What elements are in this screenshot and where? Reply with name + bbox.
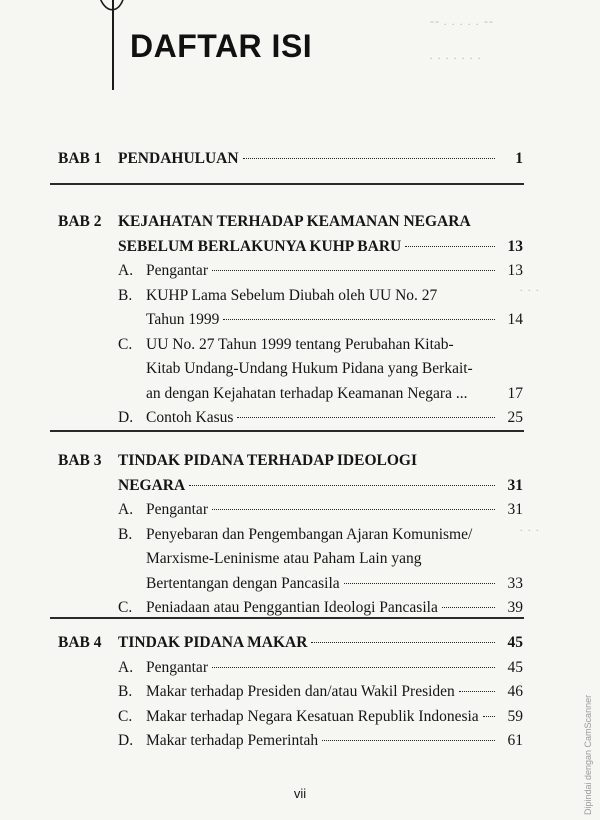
- toc-line: [0, 573, 600, 595]
- entry-title: KEJAHATAN TERHADAP KEAMANAN NEGARA: [118, 213, 471, 230]
- section-letter: C.: [118, 707, 133, 725]
- toc-entry-text: [118, 475, 498, 497]
- toc-entry-text: [146, 730, 498, 752]
- page-number: 59: [507, 707, 523, 725]
- dot-leader: [189, 485, 495, 486]
- dot-leader: [212, 667, 495, 668]
- entry-title: Penyebaran dan Pengembangan Ajaran Komunisme/: [146, 525, 473, 543]
- page-number: 13: [507, 237, 523, 255]
- chapter-separator: [50, 183, 524, 185]
- dot-leader: [237, 417, 495, 418]
- dot-leader: [212, 270, 495, 271]
- toc-line: [0, 260, 600, 282]
- toc-line: [0, 211, 600, 233]
- entry-title: Kitab Undang-Undang Hukum Pidana yang Berkait-: [146, 360, 473, 377]
- toc-entry-text: [146, 407, 498, 429]
- entry-title: Bertentangan dengan Pancasila: [146, 574, 340, 592]
- decorative-curl-icon: [98, 0, 126, 16]
- toc-line: [0, 730, 600, 752]
- toc-entry-text: [146, 597, 498, 619]
- entry-title: UU No. 27 Tahun 1999 tentang Perubahan Kitab-: [146, 335, 454, 353]
- dot-leader: [322, 740, 495, 741]
- page-number: 46: [507, 683, 523, 700]
- entry-title: Makar terhadap Presiden dan/atau Wakil Presiden: [146, 683, 455, 700]
- toc-entry-text: [146, 285, 523, 307]
- bleed-through-marks: . . .: [520, 280, 540, 294]
- page-number: 39: [507, 599, 523, 616]
- page-number: 45: [507, 634, 523, 651]
- toc-entry-text: [146, 383, 523, 405]
- toc-line: [0, 548, 600, 570]
- entry-title: PENDAHULUAN: [118, 150, 239, 167]
- page-number: 31: [507, 501, 523, 518]
- chapter-separator: [50, 430, 524, 432]
- entry-title: Peniadaan atau Penggantian Ideologi Pancasila: [146, 599, 438, 616]
- scanner-watermark: Dipindai dengan CamScanner: [583, 694, 593, 815]
- page-number: 25: [507, 409, 523, 426]
- section-letter: B.: [118, 683, 133, 700]
- dot-leader: [344, 583, 495, 584]
- entry-title: TINDAK PIDANA MAKAR: [118, 634, 308, 651]
- section-letter: D.: [118, 409, 134, 426]
- toc-entry-text: [146, 706, 498, 728]
- toc-line: [0, 334, 600, 356]
- page-number: 45: [507, 658, 523, 676]
- entry-title: an dengan Kejahatan terhadap Keamanan Negara ...: [146, 384, 468, 402]
- entry-title: Makar terhadap Negara Kesatuan Republik Indonesia: [146, 707, 479, 725]
- toc-line: [0, 383, 600, 405]
- toc-line: [0, 524, 600, 546]
- toc-entry-text: [118, 211, 523, 233]
- toc-entry-text: [118, 450, 523, 472]
- bleed-through-marks: . . . . . . .: [430, 48, 482, 62]
- toc-line: [0, 285, 600, 307]
- entry-title: Contoh Kasus: [146, 409, 234, 426]
- page-number: 1: [515, 150, 523, 167]
- toc-entry-text: [118, 148, 498, 170]
- toc-line: [0, 148, 600, 170]
- toc-entry-text: [146, 499, 498, 521]
- bleed-through-marks: . . .: [520, 520, 540, 534]
- page-number-footer: vii: [293, 786, 307, 801]
- page-number: 61: [507, 732, 523, 749]
- toc-line: [0, 597, 600, 619]
- section-letter: A.: [118, 658, 134, 676]
- toc-entry-text: [146, 548, 523, 570]
- section-letter: B.: [118, 525, 133, 543]
- chapter-label: BAB 4: [58, 634, 102, 651]
- toc-line: [0, 358, 600, 380]
- entry-title: Marxisme-Leninisme atau Paham Lain yang: [146, 550, 422, 567]
- entry-title: Pengantar: [146, 658, 208, 676]
- toc-entry-text: [146, 573, 498, 595]
- dot-leader: [311, 642, 495, 643]
- toc-line: [0, 706, 600, 728]
- entry-title: Pengantar: [146, 262, 208, 279]
- chapter-separator: [50, 617, 524, 619]
- page-number: 13: [507, 262, 523, 279]
- chapter-label: BAB 3: [58, 452, 102, 469]
- page-number: 14: [507, 311, 523, 328]
- toc-line: [0, 236, 600, 258]
- toc-line: [0, 309, 600, 331]
- dot-leader: [212, 509, 495, 510]
- section-letter: A.: [118, 262, 134, 279]
- toc-entry-text: [118, 236, 498, 258]
- entry-title: Tahun 1999: [146, 311, 220, 328]
- section-letter: A.: [118, 501, 134, 518]
- toc-entry-text: [146, 681, 498, 703]
- dot-leader: [223, 319, 495, 320]
- toc-entry-text: [146, 524, 523, 546]
- toc-entry-text: [118, 632, 498, 654]
- page-title: DAFTAR ISI: [130, 28, 313, 64]
- toc-line: [0, 450, 600, 472]
- toc-line: [0, 499, 600, 521]
- toc-line: [0, 632, 600, 654]
- chapter-label: BAB 1: [58, 150, 102, 167]
- chapter-label: BAB 2: [58, 213, 102, 230]
- toc-line: [0, 407, 600, 429]
- toc-entry-text: [146, 260, 498, 282]
- toc-line: [0, 657, 600, 679]
- toc-line: [0, 475, 600, 497]
- entry-title: KUHP Lama Sebelum Diubah oleh UU No. 27: [146, 286, 438, 304]
- page-number: 17: [507, 384, 523, 402]
- entry-title: NEGARA: [118, 476, 186, 494]
- entry-title: SEBELUM BERLAKUNYA KUHP BARU: [118, 237, 402, 255]
- section-letter: C.: [118, 335, 133, 353]
- page-number: 31: [507, 476, 523, 494]
- section-letter: C.: [118, 599, 133, 616]
- toc-line: [0, 681, 600, 703]
- toc-entry-text: [146, 309, 498, 331]
- entry-title: Pengantar: [146, 501, 208, 518]
- entry-title: TINDAK PIDANA TERHADAP IDEOLOGI: [118, 452, 417, 469]
- toc-entry-text: [146, 358, 523, 380]
- bleed-through-marks: -- . . . . . --: [430, 14, 494, 28]
- dot-leader: [243, 158, 495, 159]
- page-number: 33: [507, 574, 523, 592]
- section-letter: B.: [118, 286, 133, 304]
- dot-leader: [405, 246, 495, 247]
- section-letter: D.: [118, 732, 134, 749]
- toc-entry-text: [146, 657, 498, 679]
- entry-title: Makar terhadap Pemerintah: [146, 732, 319, 749]
- toc-entry-text: [146, 334, 523, 356]
